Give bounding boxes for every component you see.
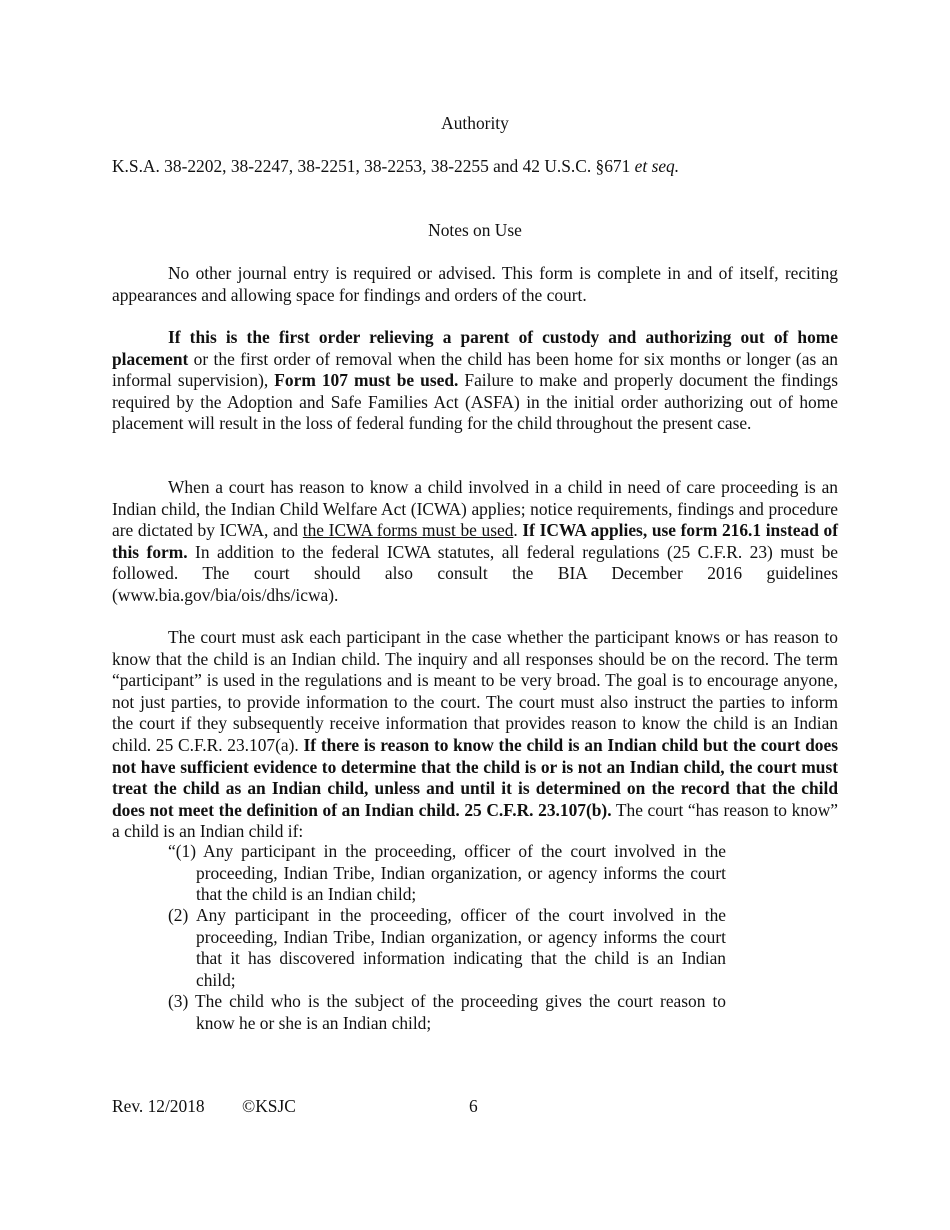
p3-text-1: When a court has reason to know a child involved in a child in need of care proceeding is an Indian child, the Indian Child Welfare Act (ICWA) applies; notice requirements, findings and procedure are dictated by ICWA, and bbox=[112, 477, 838, 541]
p4-bold: If there is reason to know the child is an Indian child but the court does not have sufficient evidence to determine that the child is or is not an Indian child, the court must treat the child as an Indian child, unless and until it is determined on the record that the child does not meet the definition of an Indian child. 25 C.F.R. 23.107(b). bbox=[112, 734, 838, 820]
p4-text-2: The court “has reason to know” a child is an Indian child if: bbox=[112, 799, 838, 842]
p3-bold: If ICWA applies, use form 216.1 instead of this form. bbox=[112, 520, 839, 562]
copyright: ©KSJC bbox=[242, 1096, 296, 1116]
authority-heading: Authority bbox=[441, 113, 509, 133]
list-item: (3) The child who is the subject of the proceeding gives the court reason to know he or she is an Indian child; bbox=[168, 991, 726, 1033]
authority-citation-main: K.S.A. 38-2202, 38-2247, 38-2251, 38-2253, 38-2255 and 42 U.S.C. §671 bbox=[112, 156, 635, 176]
p3-text-2: . bbox=[513, 520, 523, 541]
p4-text-1: The court must ask each participant in the case whether the participant knows or has reason to know that the child is an Indian child. The inquiry and all responses should be on the record. The term “participant” is used in the regulations and is meant to be very broad. The goal is to encourage anyone, not just parties, to provide information to the court. The court must also instruct the parties to inform the court if they subsequently receive information that provides reason to know the child is an Indian child. 25 C.F.R. 23.107(a). bbox=[112, 627, 838, 755]
list-item: (2) Any participant in the proceeding, officer of the court involved in the proceeding, Indian Tribe, Indian organization, or agency informs the court that it has discovered information indicating that the child is an Indian child; bbox=[168, 905, 726, 990]
notes-paragraph-1: No other journal entry is required or advised. This form is complete in and of itself, reciting appearances and allowing space for findings and orders of the court. bbox=[112, 263, 838, 305]
notes-paragraph-3 bbox=[112, 477, 838, 607]
p2-text-2: Failure to make and properly document the findings required by the Adoption and Safe Families Act (ASFA) in the initial order authorizing out of home placement will result in the loss of federal funding for the child throughout the present case. bbox=[112, 370, 839, 434]
p3-text-3: In addition to the federal ICWA statutes, all federal regulations (25 C.F.R. 23) must be followed. The court should also consult the BIA December 2016 guidelines (www.bia.gov/bia/ois/dhs/icwa). bbox=[112, 541, 838, 605]
authority-citation-italic: et seq. bbox=[634, 156, 680, 176]
p2-text-1: or the first order of removal when the child has been home for six months or longer (as an informal supervision), bbox=[112, 348, 838, 391]
notes-paragraph-2 bbox=[112, 327, 838, 435]
p2-bold-1: If this is the first order relieving a parent of custody and authorizing out of home placement bbox=[112, 327, 838, 369]
authority-citation bbox=[112, 156, 838, 178]
notes-heading: Notes on Use bbox=[428, 220, 522, 240]
list-item: “(1) Any participant in the proceeding, officer of the court involved in the proceeding, Indian Tribe, Indian organization, or agency informs the court that the child is an Indian child; bbox=[168, 841, 726, 905]
icwa-forms-underline: the ICWA forms must be used bbox=[302, 520, 514, 541]
page-number: 6 bbox=[469, 1096, 478, 1116]
revision-date: Rev. 12/2018 bbox=[112, 1096, 205, 1116]
notes-paragraph-4 bbox=[112, 627, 838, 843]
p2-bold-2: Form 107 must be used. bbox=[274, 370, 459, 391]
